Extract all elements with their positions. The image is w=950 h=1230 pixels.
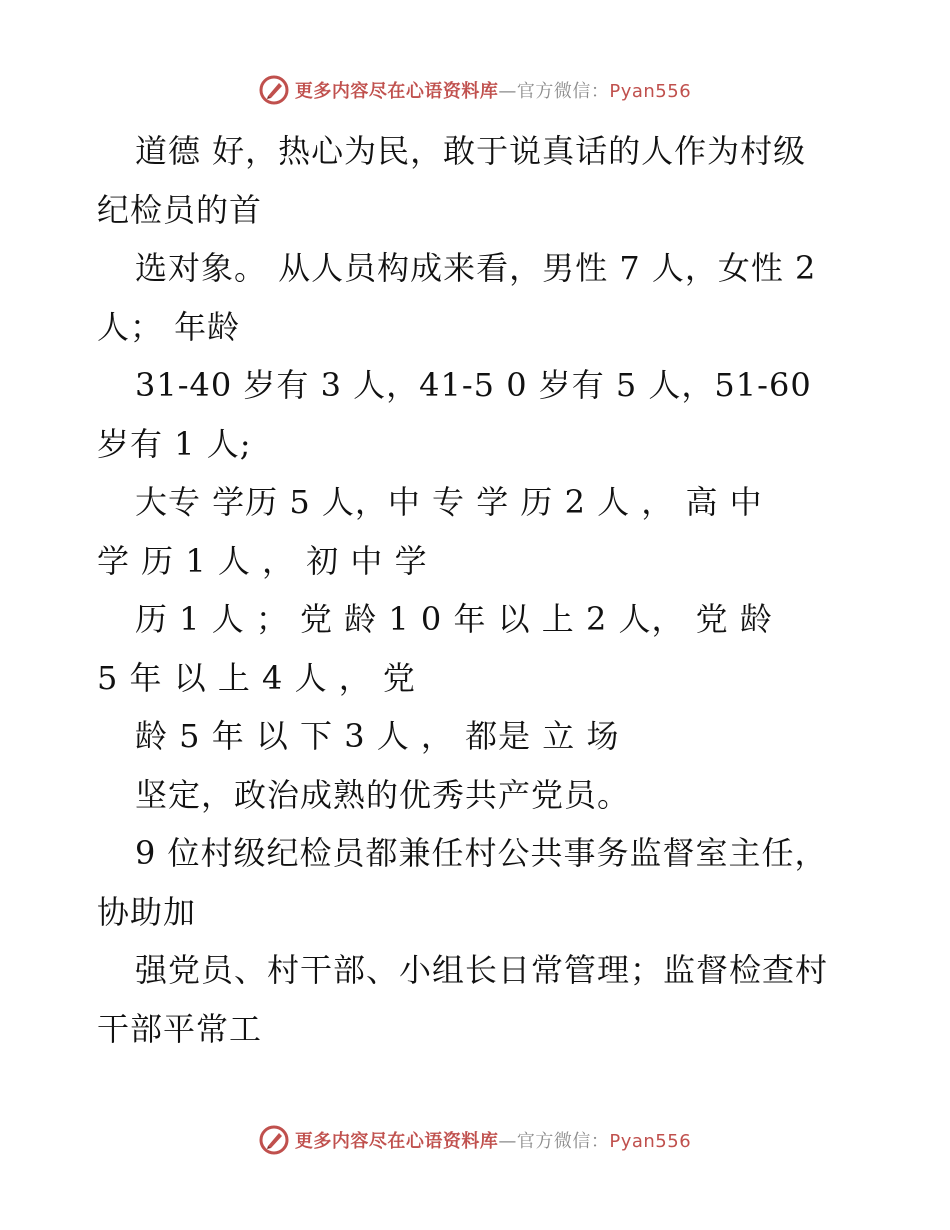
footer-text [295,1127,691,1153]
text-line: 人； 年龄 [97,307,241,346]
document-body [97,122,857,1058]
text-line: 5 年 以 上 4 人 ， 党 [97,658,416,697]
pen-logo-icon [259,1125,289,1155]
text-line: 选对象。 从人员构成来看，男性 7 人，女性 2 [135,249,817,287]
text-line: 干部平常工 [97,1009,263,1048]
text-line: 协助加 [97,892,197,931]
text-line: 龄 5 年 以 下 3 人 ， 都是 立 场 [135,717,620,755]
footer-brand: 更多内容尽在心语资料库 [294,1131,499,1152]
text-line: 强党员、村干部、小组长日常管理；监督检查村 [135,951,829,989]
text-line: 大专 学历 5 人，中 专 学 历 2 人 ， 高 中 [135,483,763,521]
footer-account: Pyan556 [609,1131,692,1152]
text-line: 坚定，政治成熟的优秀共产党员。 [135,775,631,814]
text-line: 学 历 1 人 ， 初 中 学 [97,541,428,580]
footer-rest: —官方微信： [498,1131,610,1152]
text-line: 9 位村级纪检员都兼任村公共事务监督室主任， [135,834,828,872]
header-rest: —官方微信： [498,81,610,102]
header-brand: 更多内容尽在心语资料库 [294,81,499,102]
text-line: 道德 好，热心为民，敢于说真话的人作为村级 [135,132,807,170]
text-line: 纪检员的首 [97,190,263,229]
text-line: 岁有 1 人; [97,424,252,463]
header-account: Pyan556 [609,81,692,102]
text-line: 31-40 岁有 3 人，41-5 0 岁有 5 人，51-60 [135,366,812,404]
text-line: 历 1 人 ； 党 龄 1 0 年 以 上 2 人， 党 龄 [135,600,773,638]
header-banner [0,72,950,108]
footer-banner [0,1122,950,1158]
pen-logo-icon [259,75,289,105]
header-text [295,77,691,103]
